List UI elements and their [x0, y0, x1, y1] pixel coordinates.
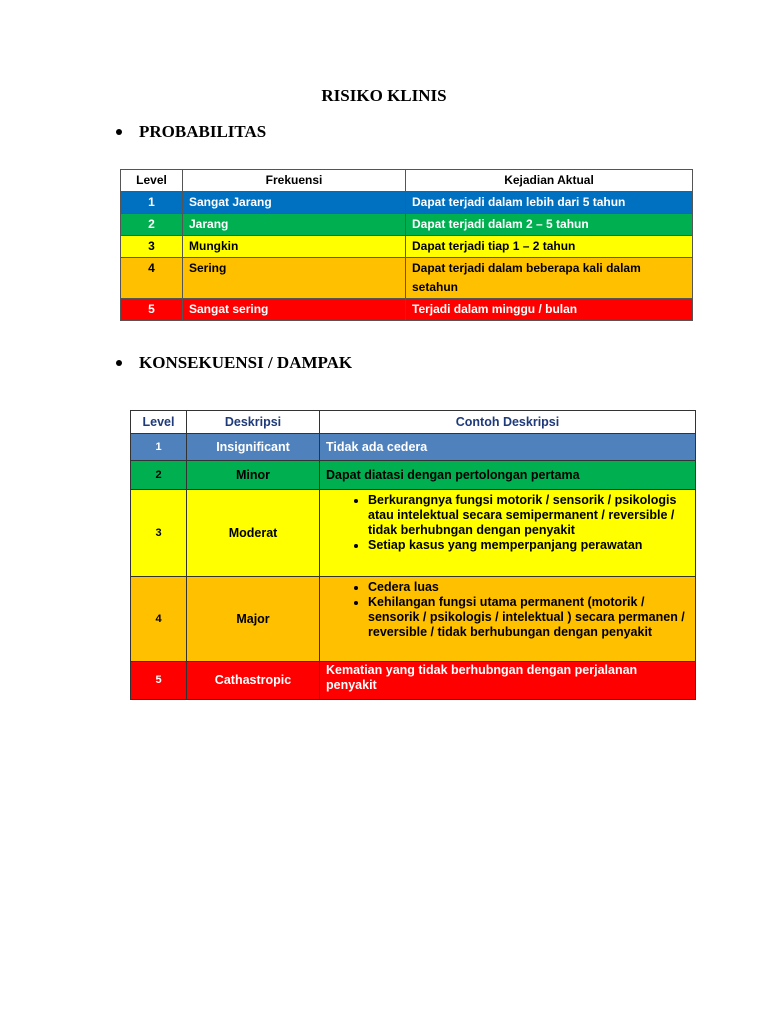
document-title: RISIKO KLINIS: [321, 86, 447, 105]
deskripsi-cell: Moderat: [187, 490, 320, 577]
probabilitas-table: [120, 169, 693, 321]
table-row: [131, 490, 696, 577]
table-row: [121, 258, 693, 299]
level-cell: 4: [131, 577, 187, 662]
contoh-cell: [320, 577, 696, 662]
kejadian-cell: Dapat terjadi dalam 2 – 5 tahun: [406, 214, 693, 236]
section-dampak-label: KONSEKUENSI / DAMPAK: [139, 353, 353, 372]
table-row: [131, 461, 696, 490]
list-item: • Berkurangnya fungsi motorik / sensorik / psikologis atau intelektual secara semipermanent / reversible / tidak berhubngan dengan penyakit: [368, 493, 689, 538]
table-row: [131, 577, 696, 662]
table-header-row: [121, 170, 693, 192]
header-kejadian-aktual: Kejadian Aktual: [406, 170, 693, 192]
table-row: [121, 236, 693, 258]
table-row: [131, 662, 696, 700]
list-item: • Setiap kasus yang memperpanjang perawatan: [368, 538, 689, 553]
frekuensi-cell: Sering: [183, 258, 406, 299]
frekuensi-cell: Jarang: [183, 214, 406, 236]
level-cell: 2: [121, 214, 183, 236]
header-level: Level: [121, 170, 183, 192]
bullet-icon: [116, 129, 122, 135]
contoh-list: [326, 493, 689, 553]
table-row: [121, 299, 693, 321]
deskripsi-cell: Major: [187, 577, 320, 662]
section-probabilitas-label: PROBABILITAS: [139, 122, 267, 141]
contoh-cell: Kematian yang tidak berhubngan dengan perjalanan penyakit: [320, 662, 696, 700]
contoh-cell: Dapat diatasi dengan pertolongan pertama: [320, 461, 696, 490]
kejadian-cell: Dapat terjadi dalam lebih dari 5 tahun: [406, 192, 693, 214]
bullet-icon: [116, 360, 122, 366]
list-item: • Cedera luas: [368, 580, 689, 595]
contoh-list: [326, 580, 689, 640]
header-contoh-deskripsi: Contoh Deskripsi: [320, 411, 696, 434]
frekuensi-cell: Sangat sering: [183, 299, 406, 321]
level-cell: 2: [131, 461, 187, 490]
dampak-table: [130, 410, 696, 700]
header-level: Level: [131, 411, 187, 434]
level-cell: 1: [131, 434, 187, 461]
kejadian-cell: Terjadi dalam minggu / bulan: [406, 299, 693, 321]
level-cell: 4: [121, 258, 183, 299]
header-deskripsi: Deskripsi: [187, 411, 320, 434]
kejadian-cell: Dapat terjadi dalam beberapa kali dalam setahun: [406, 258, 693, 299]
contoh-cell: Tidak ada cedera: [320, 434, 696, 461]
deskripsi-cell: Insignificant: [187, 434, 320, 461]
deskripsi-cell: Cathastropic: [187, 662, 320, 700]
list-item: • Kehilangan fungsi utama permanent (motorik / sensorik / psikologis / intelektual ) secara permanen / reversible / tidak berhubungan dengan penyakit: [368, 595, 689, 640]
level-cell: 3: [131, 490, 187, 577]
deskripsi-cell: Minor: [187, 461, 320, 490]
level-cell: 1: [121, 192, 183, 214]
section-probabilitas: [116, 122, 266, 142]
kejadian-cell: Dapat terjadi tiap 1 – 2 tahun: [406, 236, 693, 258]
frekuensi-cell: Mungkin: [183, 236, 406, 258]
table-header-row: [131, 411, 696, 434]
section-dampak: [116, 353, 352, 373]
table-row: [121, 214, 693, 236]
table-row: [121, 192, 693, 214]
level-cell: 5: [121, 299, 183, 321]
level-cell: 5: [131, 662, 187, 700]
contoh-cell: [320, 490, 696, 577]
table-row: [131, 434, 696, 461]
frekuensi-cell: Sangat Jarang: [183, 192, 406, 214]
header-frekuensi: Frekuensi: [183, 170, 406, 192]
level-cell: 3: [121, 236, 183, 258]
